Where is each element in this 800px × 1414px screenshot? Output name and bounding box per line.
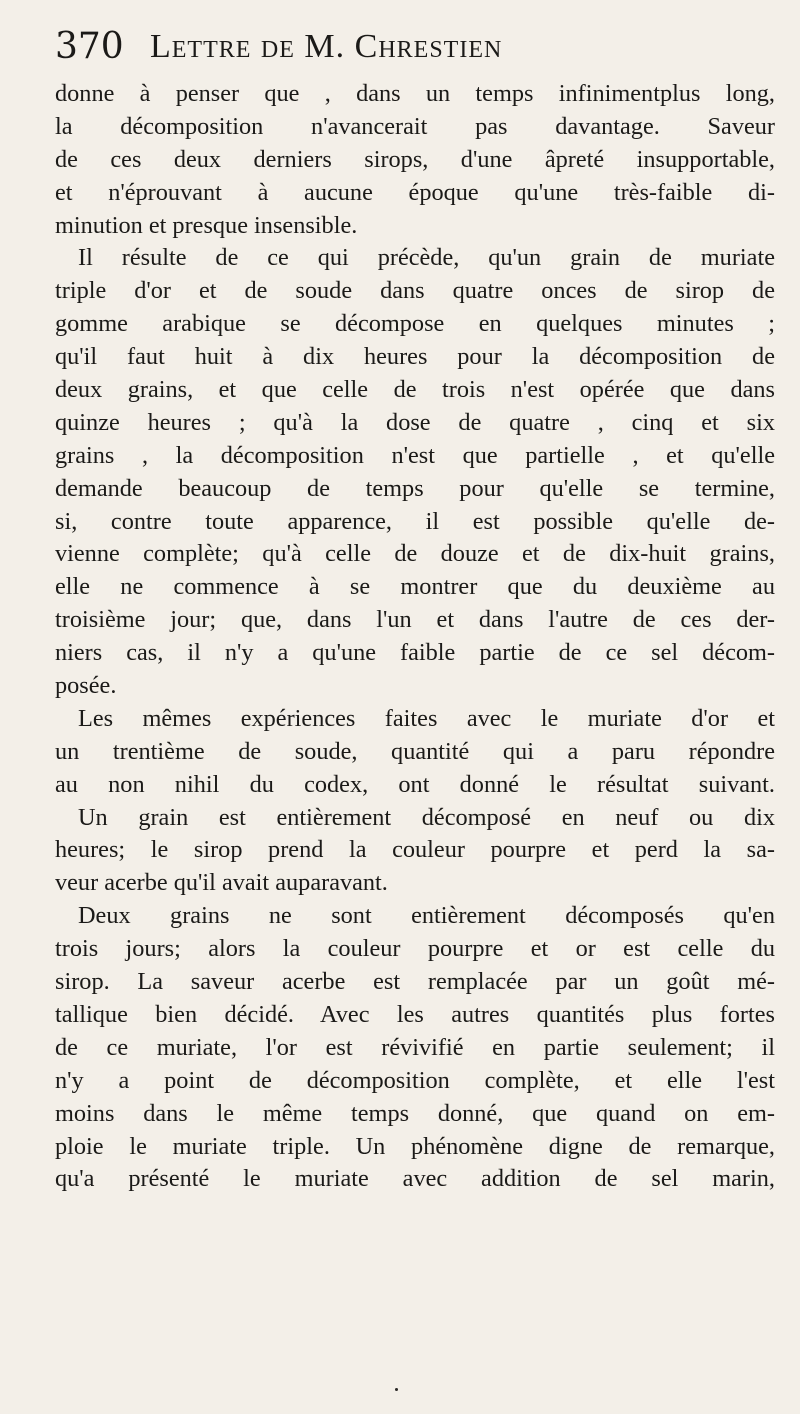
- text-line: gomme arabique se décompose en quelques minutes ;: [55, 310, 775, 338]
- running-head: [55, 22, 755, 72]
- text-line: qu'a présenté le muriate avec addition de sel marin,: [55, 1165, 775, 1193]
- text-line: trois jours; alors la couleur pourpre et or est celle du: [55, 935, 775, 963]
- text-line: vienne complète; qu'à celle de douze et de dix-huit grains,: [55, 540, 775, 568]
- text-line: heures; le sirop prend la couleur pourpre et perd la sa-: [55, 836, 775, 864]
- page-number: 370: [55, 26, 124, 67]
- text-line: et n'éprouvant à aucune époque qu'une très-faible di-: [55, 178, 775, 206]
- text-line: Les mêmes expériences faites avec le muriate d'or et: [78, 704, 775, 732]
- text-line: elle ne commence à se montrer que du deuxième au: [55, 573, 775, 601]
- text-line: qu'il faut huit à dix heures pour la décomposition de: [55, 343, 775, 371]
- text-line: Il résulte de ce qui précède, qu'un grain de muriate: [78, 244, 775, 272]
- text-line: donne à penser que , dans un temps infinimentplus long,: [55, 80, 775, 107]
- text-line: n'y a point de décomposition complète, et elle l'est: [55, 1066, 775, 1094]
- running-title: Lettre de M. Chrestien: [150, 28, 503, 65]
- text-line: au non nihil du codex, ont donné le résultat suivant.: [55, 770, 775, 798]
- text-line: un trentième de soude, quantité qui a paru répondre: [55, 737, 775, 765]
- text-line: Un grain est entièrement décomposé en neuf ou dix: [78, 803, 775, 831]
- text-line: sirop. La saveur acerbe est remplacée par un goût mé-: [55, 968, 775, 996]
- text-line: tallique bien décidé. Avec les autres quantités plus fortes: [55, 1000, 775, 1028]
- text-line: troisième jour; que, dans l'un et dans l'autre de ces der-: [55, 606, 775, 634]
- text-line: niers cas, il n'y a qu'une faible partie de ce sel décom-: [55, 639, 775, 667]
- text-line: posée.: [55, 672, 117, 700]
- text-line: veur acerbe qu'il avait auparavant.: [55, 869, 388, 897]
- body-text: [55, 78, 775, 1398]
- text-line: triple d'or et de soude dans quatre onces de sirop de: [55, 277, 775, 305]
- text-line: ploie le muriate triple. Un phénomène digne de remarque,: [55, 1132, 775, 1160]
- print-speck: [395, 1388, 398, 1391]
- text-line: de ce muriate, l'or est révivifié en partie seulement; il: [55, 1033, 775, 1061]
- text-line: Deux grains ne sont entièrement décomposés qu'en: [78, 902, 775, 930]
- text-line: minution et presque insensible.: [55, 211, 358, 239]
- text-line: moins dans le même temps donné, que quand on em-: [55, 1099, 775, 1127]
- text-line: si, contre toute apparence, il est possible qu'elle de-: [55, 507, 775, 535]
- text-line: demande beaucoup de temps pour qu'elle se termine,: [55, 474, 775, 502]
- text-line: la décomposition n'avancerait pas davantage. Saveur: [55, 112, 775, 140]
- text-line: de ces deux derniers sirops, d'une âpreté insupportable,: [55, 145, 775, 173]
- text-line: deux grains, et que celle de trois n'est opérée que dans: [55, 376, 775, 404]
- text-line: quinze heures ; qu'à la dose de quatre , cinq et six: [55, 408, 775, 436]
- text-line: grains , la décomposition n'est que partielle , et qu'elle: [55, 441, 775, 469]
